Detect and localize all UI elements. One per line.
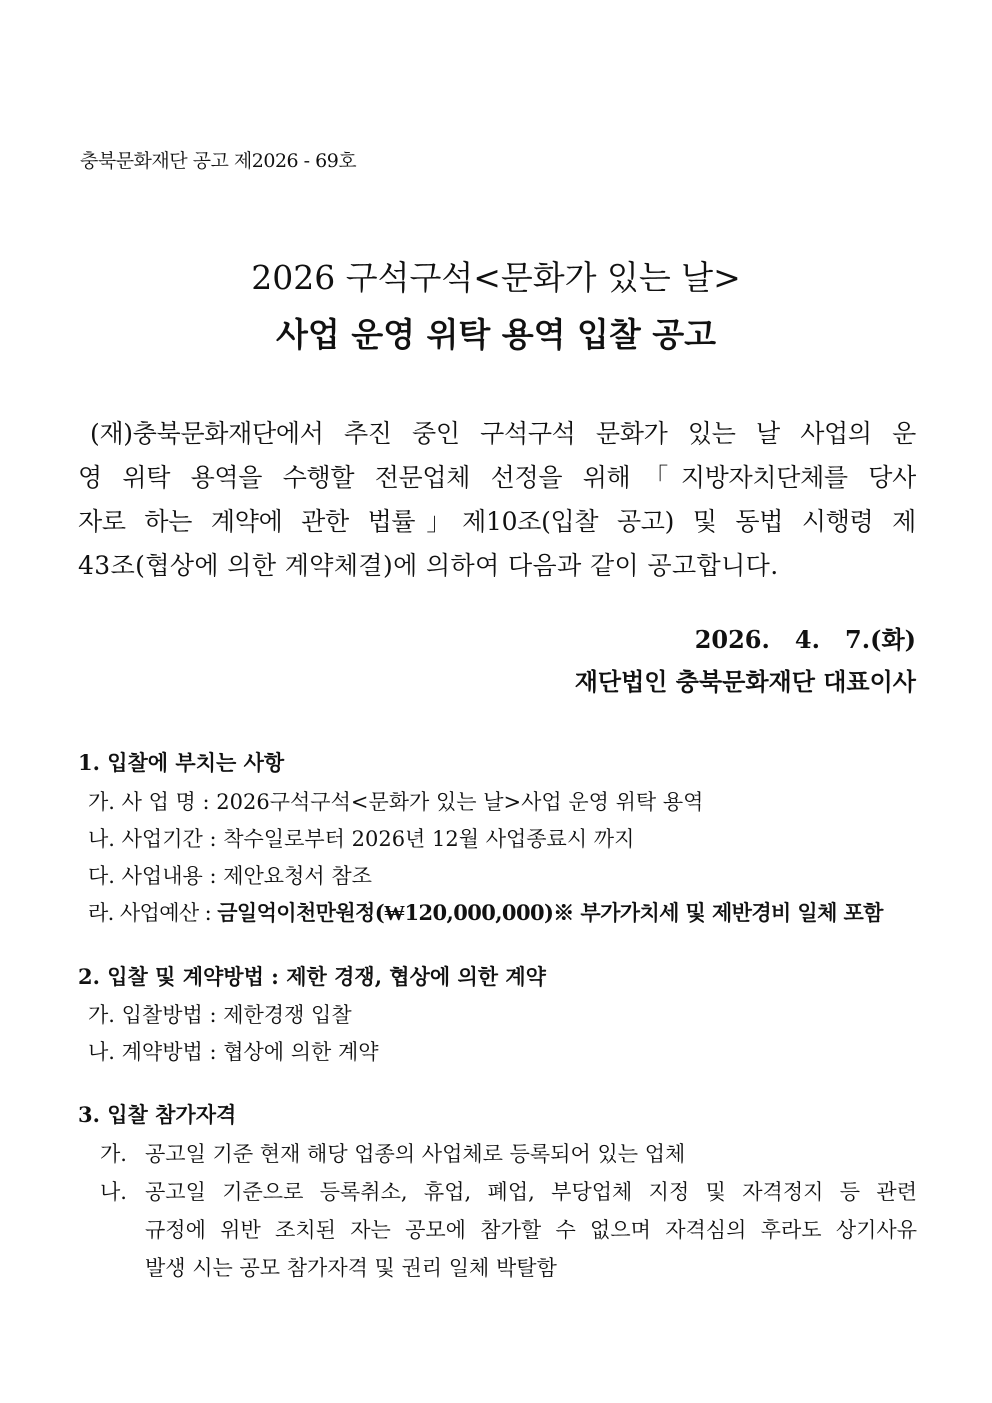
section-3-item-line: 공고일 기준 현재 해당 업종의 사업체로 등록되어 있는 업체 bbox=[145, 1142, 686, 1166]
item-label: 가. 사 업 명 : bbox=[88, 790, 217, 814]
item-value: 2026구석구석<문화가 있는 날>사업 운영 위탁 용역 bbox=[216, 790, 704, 814]
section-1-item bbox=[88, 898, 883, 928]
intro-line: (재)충북문화재단에서 추진 중인 구석구석 문화가 있는 날 사업의 운 bbox=[90, 419, 916, 448]
section-3-item-marker: 나. bbox=[100, 1180, 127, 1204]
intro-line: 영 위탁 용역을 수행할 전문업체 선정을 위해「지방자치단체를 당사 bbox=[78, 463, 916, 492]
section-3-item-marker: 가. bbox=[100, 1142, 127, 1166]
item-value: 착수일로부터 2026년 12월 사업종료시 까지 bbox=[223, 827, 635, 851]
section-2-item bbox=[88, 1000, 352, 1030]
section-1-heading: 1. 입찰에 부치는 사항 bbox=[78, 750, 285, 775]
section-3-item-line: 발생 시는 공모 참가자격 및 권리 일체 박탈함 bbox=[145, 1256, 557, 1280]
heading-label: 2. 입찰 및 계약방법 : bbox=[78, 964, 287, 989]
item-label: 라. 사업예산 : bbox=[88, 901, 218, 925]
section-3-item-line: 규정에 위반 조치된 자는 공모에 참가할 수 없으며 자격심의 후라도 상기사유 bbox=[145, 1218, 917, 1242]
item-label: 나. 계약방법 : bbox=[88, 1040, 224, 1064]
item-value: 제한경쟁 입찰 bbox=[223, 1003, 352, 1027]
item-value: 금일억이천만원정(₩120,000,000)※ 부가가치세 및 제반경비 일체 포함 bbox=[217, 900, 883, 925]
section-1-item bbox=[88, 824, 634, 854]
signature-date: 2026. 4. 7.(화) bbox=[694, 625, 916, 654]
page-title-line2: 사업 운영 위탁 용역 입찰 공고 bbox=[276, 315, 716, 354]
page-title-line1: 2026 구석구석<문화가 있는 날> bbox=[251, 258, 741, 297]
section-3-item-line: 공고일 기준으로 등록취소, 휴업, 폐업, 부당업체 지정 및 자격정지 등 관련 bbox=[145, 1180, 917, 1204]
section-2-heading bbox=[78, 962, 546, 992]
item-value: 협상에 의한 계약 bbox=[223, 1040, 379, 1064]
item-label: 가. 입찰방법 : bbox=[88, 1003, 224, 1027]
intro-line: 43조(협상에 의한 계약체결)에 의하여 다음과 같이 공고합니다. bbox=[78, 551, 779, 580]
notice-number: 충북문화재단 공고 제2026 - 69호 bbox=[80, 150, 357, 172]
intro-line: 자로 하는 계약에 관한 법률」제10조(입찰 공고) 및 동법 시행령 제 bbox=[78, 507, 916, 536]
signature-organization: 재단법인 충북문화재단 대표이사 bbox=[574, 667, 916, 696]
item-value: 제안요청서 참조 bbox=[223, 864, 372, 888]
item-label: 나. 사업기간 : bbox=[88, 827, 224, 851]
section-1-item bbox=[88, 787, 703, 817]
section-3-heading: 3. 입찰 참가자격 bbox=[78, 1102, 237, 1127]
section-2-item bbox=[88, 1037, 379, 1067]
section-1-item bbox=[88, 861, 372, 891]
heading-value: 제한 경쟁, 협상에 의한 계약 bbox=[286, 964, 546, 989]
item-label: 다. 사업내용 : bbox=[88, 864, 224, 888]
